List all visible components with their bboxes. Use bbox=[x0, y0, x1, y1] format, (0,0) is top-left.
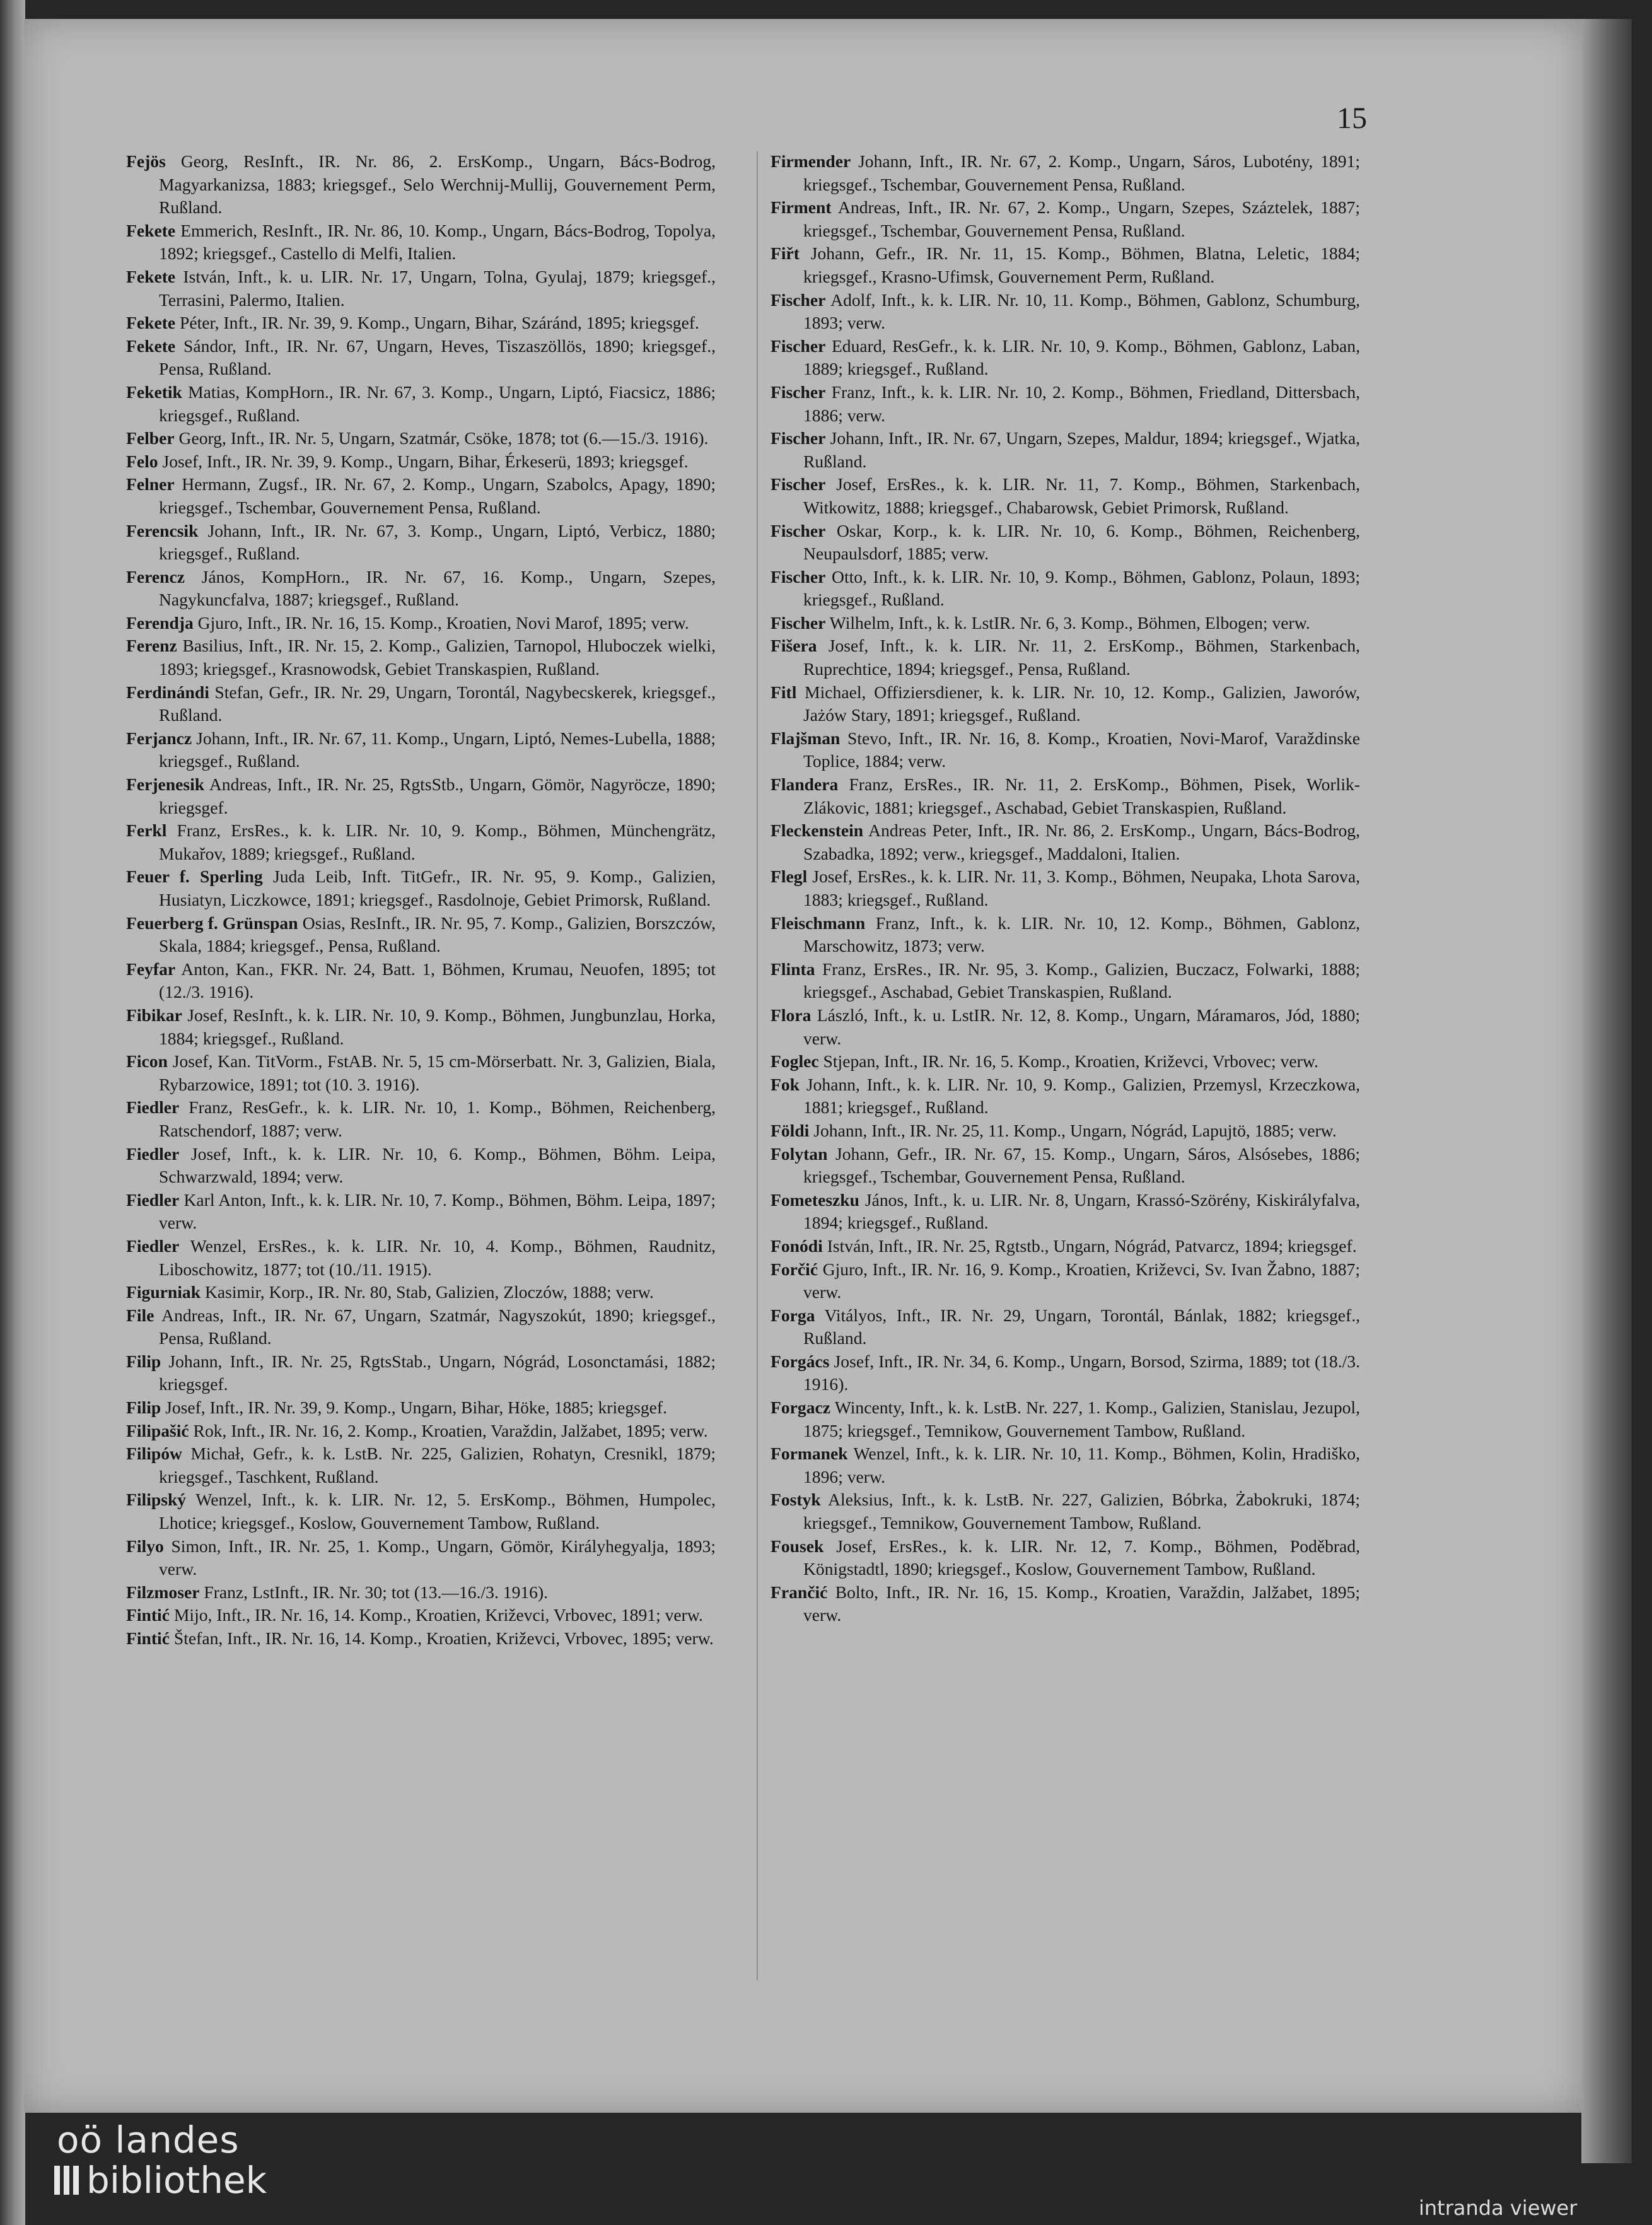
page-number: 15 bbox=[1337, 102, 1367, 135]
entry-surname: Felo bbox=[126, 451, 158, 471]
register-entry bbox=[771, 1119, 1360, 1143]
entry-surname: Ferenz bbox=[126, 636, 177, 656]
entry-surname: Fleckenstein bbox=[771, 821, 864, 841]
register-entry bbox=[771, 196, 1360, 242]
entry-surname: Firment bbox=[771, 197, 832, 218]
entry-surname: Fekete bbox=[126, 313, 176, 333]
register-entry bbox=[771, 1488, 1360, 1534]
library-bars-icon bbox=[54, 2166, 79, 2195]
entry-details: Rok, Inft., IR. Nr. 16, 2. Komp., Kroatien, Varaždin, Jalžabet, 1895; verw. bbox=[189, 1420, 708, 1440]
register-entry bbox=[771, 681, 1360, 727]
entry-details: Josef, ErsRes., k. k. LIR. Nr. 11, 3. Komp., Böhmen, Neupaka, Lhota Sarova, 1883; kriegsgef., Rußland. bbox=[803, 867, 1360, 909]
entry-surname: Forgács bbox=[771, 1351, 830, 1371]
entry-surname: Flinta bbox=[771, 959, 815, 979]
register-entry bbox=[126, 1396, 716, 1420]
entry-details: Georg, ResInft., IR. Nr. 86, 2. ErsKomp., Ungarn, Bács-Bodrog, Magyarkanizsa, 1883; kriegsgef., Selo Werchnij-Mullij, Gouvernement Perm, Rußland. bbox=[159, 151, 716, 218]
entry-details: János, Inft., k. u. LIR. Nr. 8, Ungarn, Krassó-Szörény, Kiskirályfalva, 1894; kriegsgef., Rußland. bbox=[803, 1189, 1360, 1233]
register-entry bbox=[126, 219, 716, 266]
entry-details: Josef, ErsRes., k. k. LIR. Nr. 12, 7. Komp., Böhmen, Poděbrad, Königstadtl, 1890; kriegsgef., Koslow, Gouvernement Tambow, Rußland. bbox=[803, 1536, 1360, 1579]
entry-surname: Frančić bbox=[771, 1582, 828, 1602]
register-entry bbox=[126, 865, 716, 911]
entry-details: Štefan, Inft., IR. Nr. 16, 14. Komp., Kroatien, Križevci, Vrbovec, 1895; verw. bbox=[169, 1628, 714, 1648]
entry-details: Stevo, Inft., IR. Nr. 16, 8. Komp., Kroatien, Novi-Marof, Varaždinske Toplice, 1884; verw. bbox=[803, 728, 1360, 771]
entry-surname: Fintić bbox=[126, 1628, 170, 1648]
register-entry bbox=[126, 1050, 716, 1096]
entry-surname: Felner bbox=[126, 474, 175, 494]
right-column bbox=[771, 150, 1360, 1627]
entry-surname: Fekete bbox=[126, 336, 176, 356]
entry-surname: Forga bbox=[771, 1305, 815, 1325]
entry-details: Péter, Inft., IR. Nr. 39, 9. Komp., Ungarn, Bihar, Száránd, 1895; kriegsgef. bbox=[175, 313, 699, 333]
entry-surname: Flora bbox=[771, 1005, 811, 1025]
entry-surname: Ferjancz bbox=[126, 728, 192, 748]
entry-details: János, KompHorn., IR. Nr. 67, 16. Komp., Ungarn, Szepes, Nagykuncfalva, 1887; kriegsgef., Rußland. bbox=[159, 566, 716, 610]
entry-surname: Feketik bbox=[126, 382, 182, 402]
entry-details: Stefan, Gefr., IR. Nr. 29, Ungarn, Torontál, Nagybecskerek, kriegsgef., Rußland. bbox=[159, 682, 716, 725]
entry-surname: Flegl bbox=[771, 867, 808, 887]
register-entry bbox=[126, 681, 716, 727]
entry-details: Franz, LstInft., IR. Nr. 30; tot (13.—16./3. 1916). bbox=[199, 1582, 549, 1602]
register-entry bbox=[771, 381, 1360, 427]
entry-details: Bolto, Inft., IR. Nr. 16, 15. Komp., Kroatien, Varaždin, Jalžabet, 1895; verw. bbox=[803, 1582, 1360, 1625]
entry-details: Johann, Gefr., IR. Nr. 11, 15. Komp., Böhmen, Blatna, Leletic, 1884; kriegsgef., Krasno-Ufimsk, Gouvernement Perm, Rußland. bbox=[799, 243, 1360, 286]
entry-details: Simon, Inft., IR. Nr. 25, 1. Komp., Ungarn, Gömör, Királyhegyalja, 1893; verw. bbox=[159, 1536, 716, 1579]
entry-surname: Fonódi bbox=[771, 1235, 823, 1256]
register-entry bbox=[771, 289, 1360, 335]
viewer-label: intranda viewer bbox=[1419, 2196, 1578, 2220]
entry-details: Mijo, Inft., IR. Nr. 16, 14. Komp., Kroatien, Križevci, Vrbovec, 1891; verw. bbox=[169, 1605, 703, 1625]
register-entry bbox=[126, 381, 716, 427]
entry-details: Karl Anton, Inft., k. k. LIR. Nr. 10, 7. Komp., Böhmen, Böhm. Leipa, 1897; verw. bbox=[159, 1189, 716, 1233]
register-entry bbox=[126, 958, 716, 1004]
entry-surname: Fischer bbox=[771, 566, 826, 587]
register-entry bbox=[771, 1396, 1360, 1442]
register-entry bbox=[126, 1535, 716, 1581]
entry-details: László, Inft., k. u. LstIR. Nr. 12, 8. Komp., Ungarn, Máramaros, Jód, 1880; verw. bbox=[803, 1005, 1360, 1048]
entry-surname: Filzmoser bbox=[126, 1582, 200, 1602]
register-entry bbox=[126, 1281, 716, 1304]
entry-surname: Fischer bbox=[771, 289, 826, 310]
entry-surname: Fintić bbox=[126, 1605, 170, 1625]
entry-details: Gjuro, Inft., IR. Nr. 16, 9. Komp., Kroatien, Križevci, Sv. Ivan Žabno, 1887; verw. bbox=[803, 1259, 1360, 1302]
register-entry bbox=[126, 634, 716, 680]
register-entry bbox=[771, 1143, 1360, 1189]
entry-details: Josef, Inft., IR. Nr. 34, 6. Komp., Ungarn, Borsod, Szirma, 1889; tot (18./3. 1916). bbox=[803, 1351, 1360, 1394]
entry-details: Andreas Peter, Inft., IR. Nr. 86, 2. ErsKomp., Ungarn, Bács-Bodrog, Szabadka, 1892; verw., kriegsgef., Maddaloni, Italien. bbox=[803, 821, 1360, 863]
register-entry bbox=[126, 612, 716, 635]
entry-surname: Fischer bbox=[771, 612, 826, 633]
entry-details: Osias, ResInft., IR. Nr. 95, 7. Komp., Galizien, Borszczów, Skala, 1884; kriegsgef., Pensa, Rußland. bbox=[159, 913, 716, 956]
entry-surname: Filipów bbox=[126, 1444, 182, 1464]
entry-details: Otto, Inft., k. k. LIR. Nr. 10, 9. Komp., Böhmen, Gablonz, Polaun, 1893; kriegsgef., Rußland. bbox=[803, 566, 1360, 610]
register-entry bbox=[126, 727, 716, 773]
entry-surname: Feuer f. Sperling bbox=[126, 867, 263, 887]
entry-details: Johann, Inft., k. k. LIR. Nr. 10, 9. Komp., Galizien, Przemysl, Krzeczkowa, 1881; kriegsgef., Rußland. bbox=[800, 1074, 1360, 1118]
entry-details: Wilhelm, Inft., k. k. LstIR. Nr. 6, 3. Komp., Böhmen, Elbogen; verw. bbox=[825, 612, 1310, 633]
entry-details: Johann, Inft., IR. Nr. 67, Ungarn, Szepes, Maldur, 1894; kriegsgef., Wjatka, Rußland. bbox=[803, 428, 1360, 471]
entry-details: Stjepan, Inft., IR. Nr. 16, 5. Komp., Kroatien, Križevci, Vrbovec; verw. bbox=[818, 1051, 1318, 1072]
entry-details: Wenzel, Inft., k. k. LIR. Nr. 12, 5. ErsKomp., Böhmen, Humpolec, Lhotice; kriegsgef., Koslow, Gouvernement Tambow, Rußland. bbox=[159, 1490, 716, 1533]
entry-details: Josef, Inft., k. k. LIR. Nr. 11, 2. ErsKomp., Böhmen, Starkenbach, Ruprechtice, 1894; kriegsgef., Pensa, Rußland. bbox=[803, 636, 1360, 679]
entry-details: Georg, Inft., IR. Nr. 5, Ungarn, Szatmár, Csöke, 1878; tot (6.—15./3. 1916). bbox=[174, 428, 709, 448]
entry-details: Josef, Inft., IR. Nr. 39, 9. Komp., Ungarn, Bihar, Érkeserü, 1893; kriegsgef. bbox=[158, 451, 689, 471]
register-entry bbox=[771, 1535, 1360, 1581]
entry-surname: Forgacz bbox=[771, 1398, 830, 1418]
register-entry bbox=[771, 727, 1360, 773]
entry-surname: Fometeszku bbox=[771, 1189, 860, 1210]
entry-surname: Ferjenesik bbox=[126, 774, 205, 795]
entry-surname: Ferendja bbox=[126, 612, 194, 633]
entry-surname: Fekete bbox=[126, 266, 176, 286]
entry-details: Johann, Inft., IR. Nr. 25, RgtsStab., Ungarn, Nógrád, Losonctamási, 1882; kriegsgef. bbox=[159, 1351, 716, 1394]
entry-surname: Fischer bbox=[771, 520, 826, 540]
register-entry bbox=[126, 566, 716, 612]
library-logo[interactable] bbox=[54, 2120, 267, 2201]
register-entry bbox=[771, 1258, 1360, 1304]
register-entry bbox=[771, 427, 1360, 473]
entry-surname: Filipašić bbox=[126, 1420, 189, 1440]
entry-surname: Folytan bbox=[771, 1143, 828, 1164]
entry-details: Wincenty, Inft., k. k. LstB. Nr. 227, 1. Komp., Galizien, Stanislau, Jezupol, 1875; kriegsgef., Temnikow, Gouvernement Tambow, Rußland. bbox=[803, 1398, 1360, 1440]
left-column bbox=[126, 150, 716, 1650]
register-entry bbox=[126, 1627, 716, 1650]
entry-surname: Ficon bbox=[126, 1051, 168, 1072]
entry-surname: Fekete bbox=[126, 220, 176, 240]
entry-details: Franz, Inft., k. k. LIR. Nr. 10, 12. Komp., Böhmen, Gablonz, Marschowitz, 1873; verw. bbox=[803, 913, 1360, 956]
entry-details: Johann, Inft., IR. Nr. 67, 2. Komp., Ungarn, Sáros, Lubotény, 1891; kriegsgef., Tschembar, Gouvernement Pensa, Rußland. bbox=[803, 151, 1360, 194]
entry-surname: Fiedler bbox=[126, 1235, 180, 1256]
entry-details: István, Inft., IR. Nr. 25, Rgtstb., Ungarn, Nógrád, Patvarcz, 1894; kriegsgef. bbox=[822, 1235, 1357, 1256]
register-entry bbox=[771, 865, 1360, 911]
register-entry bbox=[126, 1235, 716, 1281]
entry-details: Franz, ErsRes., IR. Nr. 95, 3. Komp., Galizien, Buczacz, Folwarki, 1888; kriegsgef., Aschabad, Gebiet Transkaspien, Rußland. bbox=[803, 959, 1360, 1002]
entry-surname: File bbox=[126, 1305, 154, 1325]
entry-surname: Flandera bbox=[771, 774, 839, 795]
entry-surname: Foglec bbox=[771, 1051, 819, 1072]
register-entry bbox=[126, 427, 716, 450]
entry-details: Franz, Inft., k. k. LIR. Nr. 10, 2. Komp., Böhmen, Friedland, Dittersbach, 1886; verw. bbox=[803, 382, 1360, 425]
entry-details: Franz, ResGefr., k. k. LIR. Nr. 10, 1. Komp., Böhmen, Reichenberg, Ratschendorf, 1887; verw. bbox=[159, 1097, 716, 1140]
register-entry bbox=[126, 266, 716, 312]
register-entry bbox=[771, 242, 1360, 288]
entry-surname: Fitl bbox=[771, 682, 797, 702]
entry-details: Hermann, Zugsf., IR. Nr. 67, 2. Komp., Ungarn, Szabolcs, Apagy, 1890; kriegsgef., Tschembar, Gouvernement Pensa, Rußland. bbox=[159, 474, 716, 517]
entry-surname: Fiedler bbox=[126, 1189, 180, 1210]
register-entry bbox=[126, 450, 716, 474]
entry-surname: Fischer bbox=[771, 336, 826, 356]
entry-surname: Fousek bbox=[771, 1536, 824, 1556]
entry-surname: Fischer bbox=[771, 474, 826, 494]
entry-surname: Figurniak bbox=[126, 1282, 201, 1302]
register-entry bbox=[771, 566, 1360, 612]
entry-details: Johann, Gefr., IR. Nr. 67, 15. Komp., Ungarn, Sáros, Alsósebes, 1886; kriegsgef., Tschembar, Gouvernement Pensa, Rußland. bbox=[803, 1143, 1360, 1187]
entry-details: Josef, ResInft., k. k. LIR. Nr. 10, 9. Komp., Böhmen, Jungbunzlau, Horka, 1884; kriegsgef., Rußland. bbox=[159, 1005, 716, 1048]
entry-details: Andreas, Inft., IR. Nr. 67, 2. Komp., Ungarn, Szepes, Száztelek, 1887; kriegsgef., Tschembar, Gouvernement Pensa, Rußland. bbox=[803, 197, 1360, 240]
register-entry bbox=[771, 773, 1360, 819]
register-entry bbox=[126, 1420, 716, 1443]
entry-surname: Ferencz bbox=[126, 566, 185, 587]
entry-details: Vitályos, Inft., IR. Nr. 29, Ungarn, Torontál, Bánlak, 1882; kriegsgef., Rußland. bbox=[803, 1305, 1360, 1348]
entry-details: Kasimir, Korp., IR. Nr. 80, Stab, Galizien, Zloczów, 1888; verw. bbox=[201, 1282, 654, 1302]
entry-details: Josef, ErsRes., k. k. LIR. Nr. 11, 7. Komp., Böhmen, Starkenbach, Witkowitz, 1888; kriegsgef., Chabarowsk, Gebiet Primorsk, Rußland. bbox=[803, 474, 1360, 517]
register-entry bbox=[126, 912, 716, 958]
register-entry bbox=[126, 1488, 716, 1534]
register-entry bbox=[771, 912, 1360, 958]
entry-details: Andreas, Inft., IR. Nr. 67, Ungarn, Szatmár, Nagyszokút, 1890; kriegsgef., Pensa, Rußland. bbox=[154, 1305, 716, 1348]
register-entry bbox=[771, 1073, 1360, 1119]
entry-surname: Formanek bbox=[771, 1444, 848, 1464]
entry-surname: Feyfar bbox=[126, 959, 176, 979]
entry-details: István, Inft., k. u. LIR. Nr. 17, Ungarn, Tolna, Gyulaj, 1879; kriegsgef., Terrasini, Palermo, Italien. bbox=[159, 266, 716, 310]
register-entry bbox=[771, 634, 1360, 680]
entry-surname: Filip bbox=[126, 1351, 161, 1371]
register-entry bbox=[126, 335, 716, 381]
entry-details: Oskar, Korp., k. k. LIR. Nr. 10, 6. Komp., Böhmen, Reichenberg, Neupaulsdorf, 1885; verw. bbox=[803, 520, 1360, 564]
entry-surname: Földi bbox=[771, 1120, 810, 1140]
register-entry bbox=[126, 312, 716, 335]
entry-surname: Felber bbox=[126, 428, 175, 448]
register-entry bbox=[771, 1350, 1360, 1396]
page-edge-right bbox=[1581, 19, 1632, 2163]
register-entry bbox=[771, 612, 1360, 635]
register-entry bbox=[126, 1004, 716, 1050]
register-entry bbox=[126, 1304, 716, 1350]
entry-details: Michał, Gefr., k. k. LstB. Nr. 225, Galizien, Rohatyn, Cresnikl, 1879; kriegsgef., Taschkent, Rußland. bbox=[159, 1444, 716, 1486]
entry-surname: Fok bbox=[771, 1074, 800, 1094]
entry-surname: Fejös bbox=[126, 151, 166, 171]
entry-surname: Filipský bbox=[126, 1490, 187, 1510]
entry-details: Matias, KompHorn., IR. Nr. 67, 3. Komp., Ungarn, Liptó, Fiacsicz, 1886; kriegsgef., Rußland. bbox=[159, 382, 716, 425]
entry-surname: Ferdinándi bbox=[126, 682, 209, 702]
entry-surname: Fischer bbox=[771, 428, 826, 448]
register-entry bbox=[126, 473, 716, 519]
entry-details: Basilius, Inft., IR. Nr. 15, 2. Komp., Galizien, Tarnopol, Hluboczek wielki, 1893; kriegsgef., Krasnowodsk, Gebiet Transkaspien, Rußland. bbox=[159, 636, 716, 679]
logo-line-2: bibliothek bbox=[86, 2159, 267, 2202]
register-entry bbox=[771, 1050, 1360, 1073]
entry-surname: Forčić bbox=[771, 1259, 818, 1279]
entry-details: Eduard, ResGefr., k. k. LIR. Nr. 10, 9. Komp., Böhmen, Gablonz, Laban, 1889; kriegsgef., Rußland. bbox=[803, 336, 1360, 379]
entry-surname: Fiedler bbox=[126, 1097, 180, 1118]
register-entry bbox=[126, 1350, 716, 1396]
register-entry bbox=[126, 773, 716, 819]
register-entry bbox=[126, 1096, 716, 1142]
entry-details: Juda Leib, Inft. TitGefr., IR. Nr. 95, 9. Komp., Galizien, Husiatyn, Liczkowce, 1891; kriegsgef., Rasdolnoje, Gebiet Primorsk, Rußland. bbox=[159, 867, 716, 909]
entry-surname: Feuerberg f. Grünspan bbox=[126, 913, 298, 933]
entry-surname: Fostyk bbox=[771, 1490, 821, 1510]
entry-details: Aleksius, Inft., k. k. LstB. Nr. 227, Galizien, Bóbrka, Żabokruki, 1874; kriegsgef., Temnikow, Gouvernement Tambow, Rußland. bbox=[803, 1490, 1360, 1533]
entry-surname: Flajšman bbox=[771, 728, 841, 748]
register-entry bbox=[771, 819, 1360, 865]
entry-details: Franz, ErsRes., IR. Nr. 11, 2. ErsKomp., Böhmen, Pisek, Worlik-Zlákovic, 1881; kriegsgef., Aschabad, Gebiet Transkaspien, Rußland. bbox=[803, 774, 1360, 817]
register-entry bbox=[771, 1004, 1360, 1050]
entry-details: Josef, Inft., k. k. LIR. Nr. 10, 6. Komp., Böhmen, Böhm. Leipa, Schwarzwald, 1894; verw. bbox=[159, 1143, 716, 1187]
entry-surname: Fišera bbox=[771, 636, 817, 656]
register-entry bbox=[126, 520, 716, 566]
register-entry bbox=[771, 473, 1360, 519]
entry-details: Johann, Inft., IR. Nr. 67, 3. Komp., Ungarn, Liptó, Verbicz, 1880; kriegsgef., Rußland. bbox=[159, 520, 716, 564]
entry-details: Josef, Kan. TitVorm., FstAB. Nr. 5, 15 cm-Mörserbatt. Nr. 3, Galizien, Biala, Rybarzowice, 1891; tot (10. 3. 1916). bbox=[159, 1051, 716, 1094]
logo-line-1: oö landes bbox=[57, 2118, 240, 2161]
register-entry bbox=[771, 1304, 1360, 1350]
entry-details: Wenzel, ErsRes., k. k. LIR. Nr. 10, 4. Komp., Böhmen, Raudnitz, Liboschowitz, 1877; tot (10./11. 1915). bbox=[159, 1235, 716, 1279]
entry-details: Michael, Offiziersdiener, k. k. LIR. Nr. 10, 12. Komp., Galizien, Jaworów, Jażów Stary, 1891; kriegsgef., Rußland. bbox=[796, 682, 1360, 725]
register-entry bbox=[771, 1442, 1360, 1488]
entry-surname: Ferencsik bbox=[126, 520, 199, 540]
entry-details: Johann, Inft., IR. Nr. 67, 11. Komp., Ungarn, Liptó, Nemes-Lubella, 1888; kriegsgef., Rußland. bbox=[159, 728, 716, 771]
entry-surname: Fibikar bbox=[126, 1005, 182, 1025]
entry-details: Emmerich, ResInft., IR. Nr. 86, 10. Komp., Ungarn, Bács-Bodrog, Topolya, 1892; kriegsgef., Castello di Melfi, Italien. bbox=[159, 220, 716, 264]
logo-line-2-row bbox=[54, 2159, 267, 2201]
entry-details: Gjuro, Inft., IR. Nr. 16, 15. Komp., Kroatien, Novi Marof, 1895; verw. bbox=[193, 612, 689, 633]
entry-details: Franz, ErsRes., k. k. LIR. Nr. 10, 9. Komp., Böhmen, Münchengrätz, Mukařov, 1889; kriegsgef., Rußland. bbox=[159, 821, 716, 863]
register-entry bbox=[771, 1235, 1360, 1258]
register-entry bbox=[771, 150, 1360, 196]
register-entry bbox=[126, 1143, 716, 1189]
page-edge-left bbox=[0, 0, 25, 2225]
register-entry bbox=[771, 335, 1360, 381]
entry-surname: Fiřt bbox=[771, 243, 800, 264]
register-entry bbox=[126, 819, 716, 865]
entry-details: Johann, Inft., IR. Nr. 25, 11. Komp., Ungarn, Nógrád, Lapujtö, 1885; verw. bbox=[809, 1120, 1337, 1140]
register-entry bbox=[771, 520, 1360, 566]
entry-surname: Fischer bbox=[771, 382, 826, 402]
register-entry bbox=[771, 958, 1360, 1004]
entry-surname: Fleischmann bbox=[771, 913, 866, 933]
entry-surname: Filyo bbox=[126, 1536, 164, 1556]
entry-surname: Ferkl bbox=[126, 821, 167, 841]
register-entry bbox=[126, 1581, 716, 1604]
entry-details: Anton, Kan., FKR. Nr. 24, Batt. 1, Böhmen, Krumau, Neuofen, 1895; tot (12./3. 1916). bbox=[159, 959, 716, 1002]
entry-surname: Fiedler bbox=[126, 1143, 180, 1164]
register-entry bbox=[771, 1189, 1360, 1235]
entry-details: Wenzel, Inft., k. k. LIR. Nr. 10, 11. Komp., Böhmen, Kolin, Hradiško, 1896; verw. bbox=[803, 1444, 1360, 1486]
entry-surname: Filip bbox=[126, 1398, 161, 1418]
register-entry bbox=[126, 1442, 716, 1488]
register-entry bbox=[771, 1581, 1360, 1627]
entry-details: Andreas, Inft., IR. Nr. 25, RgtsStb., Ungarn, Gömör, Nagyröcze, 1890; kriegsgef. bbox=[159, 774, 716, 817]
entry-details: Sándor, Inft., IR. Nr. 67, Ungarn, Heves, Tiszaszöllös, 1890; kriegsgef., Pensa, Rußland. bbox=[159, 336, 716, 379]
entry-details: Josef, Inft., IR. Nr. 39, 9. Komp., Ungarn, Bihar, Höke, 1885; kriegsgef. bbox=[161, 1398, 668, 1418]
column-divider bbox=[757, 151, 758, 1980]
register-entry bbox=[126, 1604, 716, 1627]
entry-surname: Firmender bbox=[771, 151, 851, 171]
entry-details: Adolf, Inft., k. k. LIR. Nr. 10, 11. Komp., Böhmen, Gablonz, Schumburg, 1893; verw. bbox=[803, 289, 1360, 333]
register-entry bbox=[126, 150, 716, 219]
register-entry bbox=[126, 1189, 716, 1235]
